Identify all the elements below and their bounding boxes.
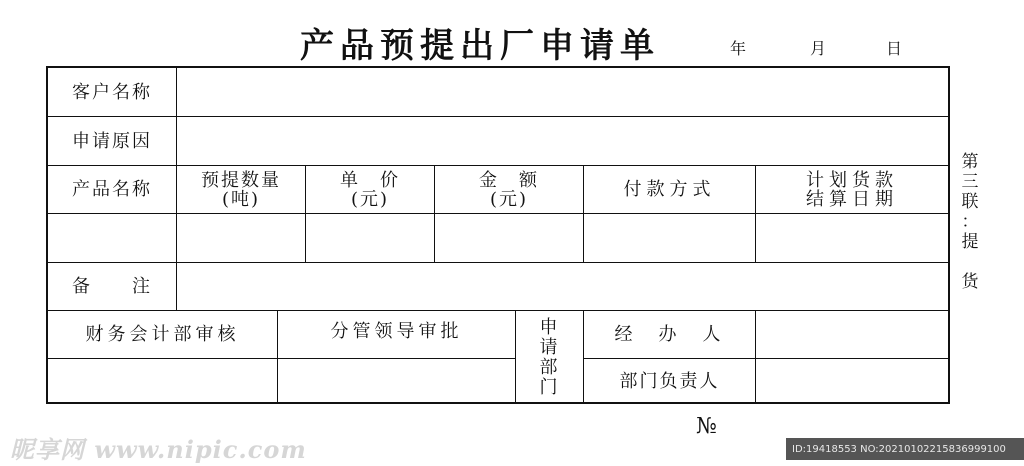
applicant-department-label: 申 请 部 门 <box>539 317 560 398</box>
product-name-label: 产品名称 <box>72 179 152 200</box>
department-head-field[interactable] <box>756 359 948 404</box>
watermark-logo: 昵享网 www.nipic.com <box>10 435 307 464</box>
column-divider <box>176 262 177 310</box>
remarks-field[interactable] <box>178 263 948 310</box>
amount-label: 金 额 (元) <box>479 169 539 210</box>
leader-approval-field[interactable] <box>278 359 515 404</box>
department-head-label: 部门负责人 <box>619 371 720 392</box>
customer-name-label: 客户名称 <box>72 81 152 103</box>
reason-label: 申请原因 <box>72 130 152 152</box>
settlement-date-field[interactable] <box>756 214 948 262</box>
product-name-field[interactable] <box>48 214 176 262</box>
customer-name-field[interactable] <box>178 68 948 116</box>
leader-approval-label: 分管领导审批 <box>330 320 463 342</box>
payment-method-field[interactable] <box>584 214 755 262</box>
copy-note: 第 三 联 ： 提 货 <box>961 152 979 292</box>
watermark-id: ID:19418553 NO:20210102215836999100 <box>786 438 1024 460</box>
reason-field[interactable] <box>178 117 948 165</box>
application-form-table <box>46 66 950 404</box>
payment-method-label: 付款方式 <box>623 179 716 200</box>
handler-label: 经 办 人 <box>614 324 725 345</box>
date-year-label: 年 <box>730 39 747 58</box>
finance-review-field[interactable] <box>48 359 277 404</box>
date-month-label: 月 <box>810 39 827 58</box>
finance-review-label: 财务会计部审核 <box>85 324 240 345</box>
quantity-field[interactable] <box>177 214 305 262</box>
amount-field[interactable] <box>435 214 583 262</box>
unit-price-field[interactable] <box>306 214 434 262</box>
date-day-label: 日 <box>886 39 903 58</box>
number-label: № <box>696 414 717 439</box>
form-title: 产品预提出厂申请单 <box>300 26 660 66</box>
quantity-label: 预提数量 (吨) <box>201 169 281 210</box>
handler-field[interactable] <box>756 311 948 358</box>
settlement-date-label: 计划货款 结算日期 <box>806 169 898 210</box>
unit-price-label: 单 价 (元) <box>340 169 400 210</box>
remarks-label: 备 注 <box>72 276 152 297</box>
